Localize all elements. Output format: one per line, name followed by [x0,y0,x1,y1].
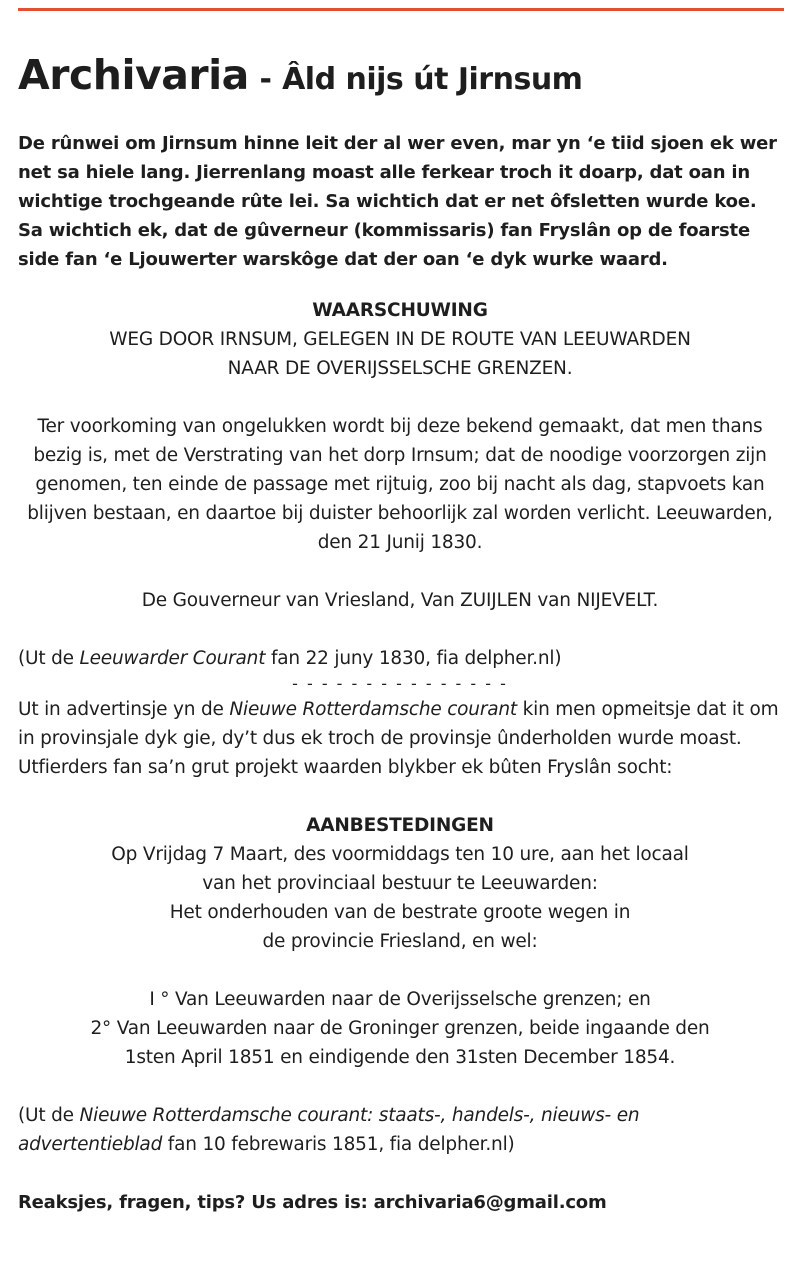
notice-line: de provincie Friesland, en wel: [262,931,538,952]
page-title [18,48,782,107]
notice-aanbestedingen [18,811,782,1072]
source-suffix: fan 22 juny 1830, fia delpher.nl) [265,648,562,669]
source-publication: Leeuwarder Courant [79,648,266,669]
contact-line: Reaksjes, fragen, tips? Us adres is: archivaria6@gmail.com [18,1192,607,1213]
source-citation [18,1101,782,1159]
lead-paragraph: De rûnwei om Jirnsum hinne leit der al wer even, mar yn ‘e tiid sjoen ek wer net sa hiele lang. Jierrenlang moast alle ferkear troch it doarp, dat oan in wichtige trochgeande rûte lei. Sa wichtich dat er net ôfsletten wurde koe. Sa wichtich ek, dat de gûverneur (kommissaris) fan Fryslân op de foarste side fan ‘e Ljouwerter warskôge dat der oan ‘e dyk wurke waard. [18,133,777,270]
source-suffix: fan 10 febrewaris 1851, fia delpher.nl) [162,1134,515,1155]
notice-line: Op Vrijdag 7 Maart, des voormiddags ten 10 ure, aan het locaal [111,844,689,865]
source-prefix: (Ut de [18,648,80,669]
source-prefix: (Ut de [18,1105,80,1126]
notice-subtitle-line: WEG DOOR IRNSUM, GELEGEN IN DE ROUTE VAN LEEUWARDEN [109,329,691,350]
paragraph-text: kin men opmeitsje dat it om in provinsjale dyk gie, dy’t dus ek troch de provinsje ûnderholden wurde moast. Utfierders fan sa’n grut projekt waarden blykber ek bûten Fryslân socht: [18,699,779,778]
article [18,48,782,1217]
title-separator: - [259,62,272,97]
paragraph-text: Ut in advertinsje yn de [18,699,230,720]
notice-body: Ter voorkoming van ongelukken wordt bij deze bekend gemaakt, dat men thans bezig is, met de Verstrating van het dorp Irnsum; dat de noodige voorzorgen zijn genomen, ten einde de passage met rijtuig, zoo bij nacht als dag, stapvoets kan blijven bestaan, en daartoe bij duister behoorlijk zal worden verlicht. Leeuwarden, den 21 Junij 1830. [27,416,773,553]
notice-waarschuwing [18,296,782,615]
notice-item: 1sten April 1851 en eindigende den 31sten December 1854. [124,1047,676,1068]
notice-line: Het onderhouden van de bestrate groote wegen in [169,902,631,923]
paragraph-publication: Nieuwe Rotterdamsche courant [229,699,517,720]
top-accent-rule [18,8,784,11]
source-publication: Nieuwe Rotterdamsche courant: staats-, handels-, nieuws- en advertentieblad [18,1105,640,1155]
notice-line: van het provinciaal bestuur te Leeuwarden: [202,873,598,894]
notice-heading: AANBESTEDINGEN [306,815,494,836]
title-subtitle: Âld nijs út Jirnsum [282,62,583,97]
notice-subtitle-line: NAAR DE OVERIJSSELSCHE GRENZEN. [227,358,573,379]
notice-signature: De Gouverneur van Vriesland, Van ZUIJLEN van NIJEVELT. [141,590,659,611]
notice-item: 2° Van Leeuwarden naar de Groninger grenzen, beide ingaande den [90,1018,710,1039]
paragraph-advertinsje [18,695,782,782]
notice-heading: WAARSCHUWING [312,300,488,321]
title-main: Archivaria [18,51,249,99]
section-divider: - - - - - - - - - - - - - - - [292,674,508,693]
source-citation [18,644,782,673]
notice-item: I ° Van Leeuwarden naar de Overijsselsche grenzen; en [149,989,651,1010]
